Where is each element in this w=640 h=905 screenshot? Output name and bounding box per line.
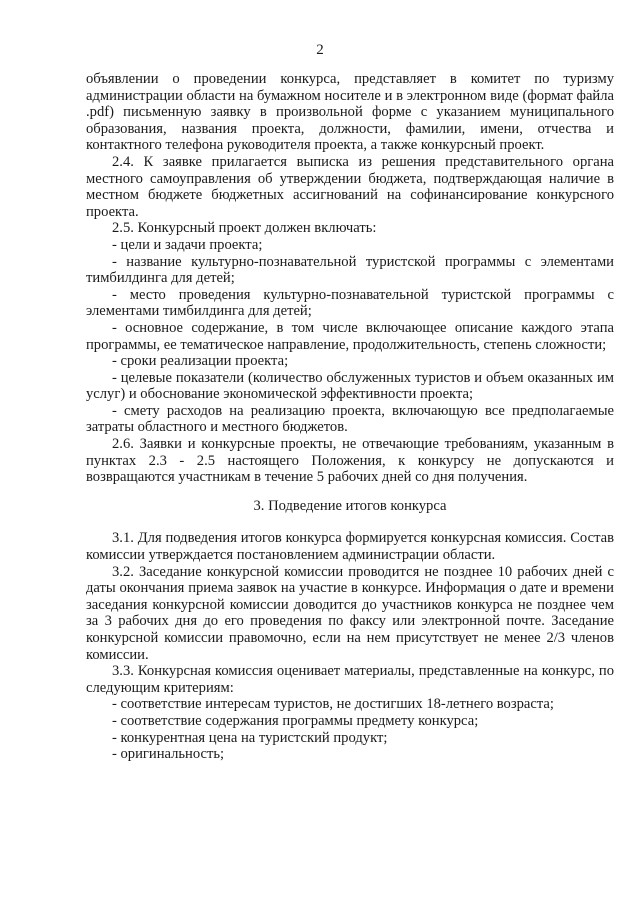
- list-item: - сроки реализации проекта;: [112, 353, 289, 370]
- criteria-item: - конкурентная цена на туристский продукт;: [112, 729, 388, 746]
- paragraph-2-6: 2.6. Заявки и конкурсные проекты, не отвечающие требованиям, указанным в пунктах 2.3 - 2.5 настоящего Положения, к конкурсу не допускаются и возвращаются участникам в течение 5 рабочих дней со дня получения.: [86, 436, 614, 486]
- criteria-item: - соответствие интересам туристов, не достигших 18-летнего возраста;: [112, 696, 554, 713]
- list-item: - целевые показатели (количество обслуженных туристов и объем оказанных им услуг) и обоснование экономической эффективности проекта;: [86, 369, 614, 403]
- criteria-item: - оригинальность;: [112, 746, 225, 763]
- paragraph-3-3: 3.3. Конкурсная комиссия оценивает материалы, представленные на конкурс, по следующим критериям:: [86, 663, 614, 696]
- document-body: [86, 71, 614, 763]
- list-item: - смету расходов на реализацию проекта, включающую все предполагаемые затраты областного и местного бюджетов.: [86, 402, 614, 436]
- paragraph-2-5: 2.5. Конкурсный проект должен включать:: [112, 220, 377, 237]
- paragraph-continuation: объявлении о проведении конкурса, представляет в комитет по туризму администрации области на бумажном носителе и в электронном виде (формат файла .pdf) письменную заявку в произвольной форме с указанием муниципального образования, названия проекта, должности, фамилии, имени, отчества и контактного телефона руководителя проекта, а также конкурсный проект.: [86, 71, 614, 154]
- list-item: - место проведения культурно-познавательной туристской программы с элементами тимбилдинга для детей;: [86, 286, 614, 320]
- section-heading: 3. Подведение итогов конкурса: [253, 497, 447, 514]
- list-item: - основное содержание, в том числе включающее описание каждого этапа программы, ее тематическое направление, продолжительность, степень сложности;: [86, 319, 614, 353]
- page-number: 2: [316, 42, 324, 58]
- list-item: - цели и задачи проекта;: [112, 236, 263, 253]
- paragraph-2-4: 2.4. К заявке прилагается выписка из решения представительного органа местного самоуправления об утверждении бюджета, подтверждающая наличие в местном бюджете бюджетных ассигнований на софинансирование конкурсного проекта.: [86, 153, 614, 220]
- paragraph-3-1: 3.1. Для подведения итогов конкурса формируется конкурсная комиссия. Состав комиссии утверждается постановлением администрации области.: [86, 530, 614, 564]
- criteria-item: - соответствие содержания программы предмету конкурса;: [112, 712, 479, 729]
- paragraph-3-2: 3.2. Заседание конкурсной комиссии проводится не позднее 10 рабочих дней с даты окончания приема заявок на участие в конкурсе. Информация о дате и времени заседания конкурсной комиссии доводится до участников конкурса не позднее чем за 3 рабочих дня до его проведения по факсу или электронной почте. Заседание конкурсной комиссии правомочно, если на нем присутствует не менее 2/3 членов комиссии.: [86, 563, 614, 663]
- list-item: - название культурно-познавательной туристской программы с элементами тимбилдинга для детей;: [86, 253, 614, 287]
